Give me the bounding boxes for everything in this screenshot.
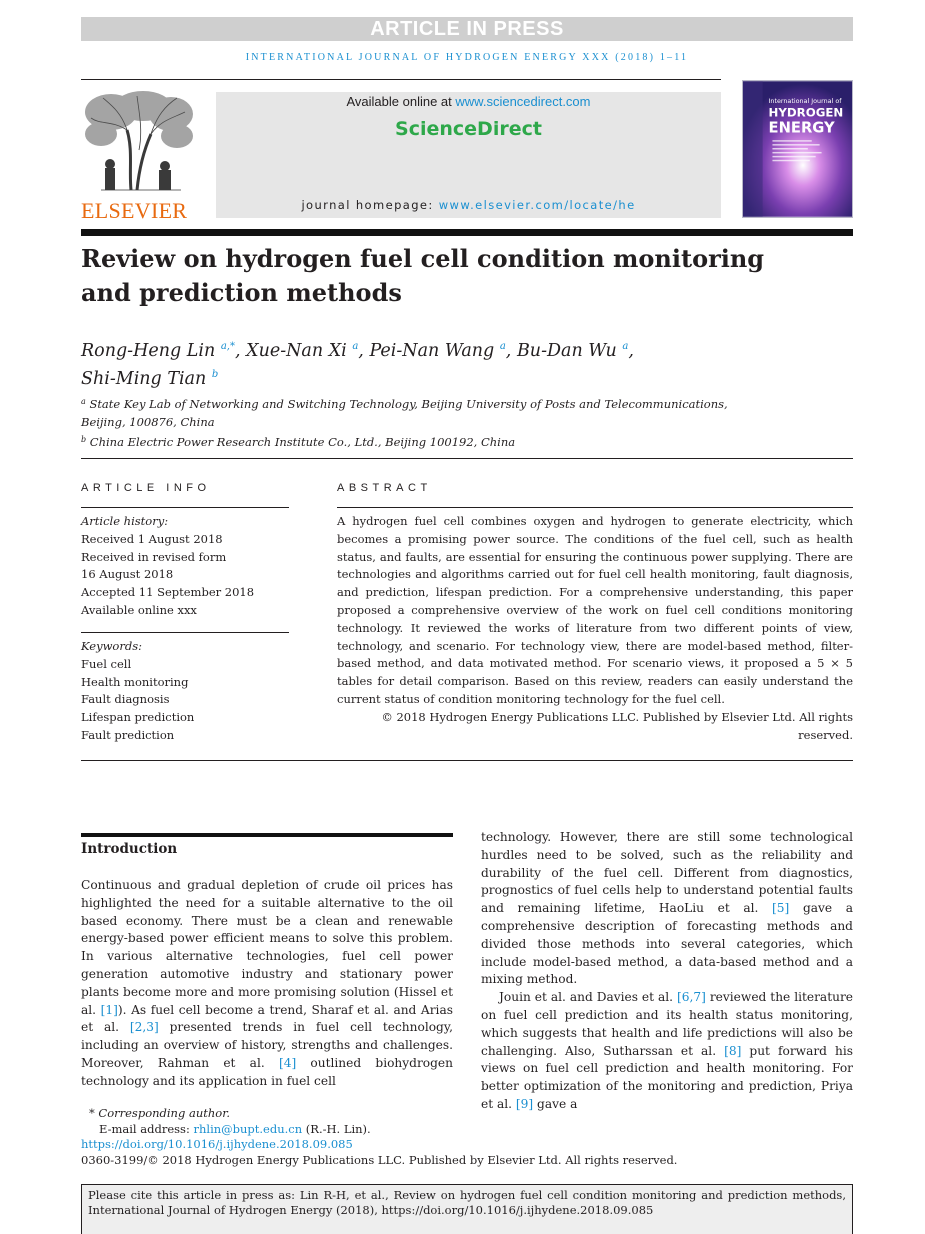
author-name: Pei-Nan Wang [369,341,495,361]
reference-link[interactable]: [8] [724,1043,742,1058]
email-link[interactable]: rhlin@bupt.edu.cn [193,1121,303,1136]
article-info-heading: ARTICLE INFO [81,482,211,494]
reference-link[interactable]: [5] [772,901,790,916]
author-affil-mark[interactable]: b [211,369,219,380]
reference-link[interactable]: [1] [100,1002,118,1017]
sciencedirect-url-link[interactable]: www.sciencedirect.com [455,94,591,109]
abstract-bottom-rule [81,760,853,761]
svg-text:International Journal of: International Journal of [768,96,842,105]
keyword: Fault diagnosis [81,692,170,707]
article-history [81,513,289,620]
issn-copyright-line: 0360-3199/© 2018 Hydrogen Energy Publications LLC. Published by Elsevier Ltd. All rights reserved. [81,1152,678,1167]
abstract-heading: ABSTRACT [337,482,432,494]
author-name: Bu-Dan Wu [516,341,617,361]
affiliation-rule [81,458,853,459]
intro-paragraph: Continuous and gradual depletion of crude oil prices has highlighted the need for a suitable alternative to the oil based economy. There must be a clean and renewable energy-based power efficient means to solve this problem. In various alternative technologies, fuel cell power generation automotive industry and stationary power plants become more and more promising solution (Hissel et al. [1]). As fuel cell become a trend, Sharaf et al. and Arias et al. [2,3] presented trends in fuel cell technology, including an overview of history, strengths and challenges. Moreover, Rahman et al. [4] outlined biohydrogen technology and its application in fuel cell [81,878,453,1088]
article-info-rule [81,507,289,508]
affiliation-b: $^b$ China Electric Power Research Institute Co., Ltd., Beijing 100192, China [81,435,516,449]
affiliation-a-cont: Beijing, 100876, China [81,415,215,429]
journal-cover-image[interactable] [742,80,853,218]
history-item: Available online xxx [81,602,197,617]
abstract-body [337,513,853,744]
author-name: Xue-Nan Xi [246,341,347,361]
keyword: Lifespan prediction [81,710,195,725]
abstract-copyright: © 2018 Hydrogen Energy Publications LLC. Published by Elsevier Ltd. All rights reserved. [381,709,853,742]
svg-text:ENERGY: ENERGY [768,119,835,137]
history-item: Received in revised form [81,549,227,564]
available-online-prefix: Available online at [346,94,456,109]
introduction-rule [81,833,453,837]
abstract-rule [337,507,853,508]
history-label: Article history: [81,514,169,528]
keyword: Fuel cell [81,656,132,671]
intro-paragraph: Jouin et al. and Davies et al. [6,7] reviewed the literature on fuel cell prediction and its health status monitoring, which suggests that health and life predictions will also be challenging. Also, Sutharssan et al. [8] put forward his views on fuel cell prediction and health monitoring. For better optimization of the monitoring and prediction, Priya et al. [9] gave a [481,990,853,1111]
introduction-heading: Introduction [81,841,178,857]
keywords-rule [81,632,289,633]
title-top-rule [81,229,853,236]
citation-box: Please cite this article in press as: Lin R-H, et al., Review on hydrogen fuel cell condition monitoring and prediction methods, International Journal of Hydrogen Energy (2018), https://doi.org/10.1016/j.ijhydene.2018.09.085 [81,1184,853,1234]
keyword: Health monitoring [81,674,189,689]
svg-text:HYDROGEN: HYDROGEN [768,105,844,120]
email-line: E-mail address: rhlin@bupt.edu.cn (R.-H. Lin). [99,1121,371,1136]
abstract-text: A hydrogen fuel cell combines oxygen and hydrogen to generate electricity, which becomes a promising power source. The conditions of the fuel cell, such as health status, and faults, are essential for ensuring the continuous power supplying. There are technologies and algorithms carried out for fuel cell health monitoring, fault diagnosis, and prediction, lifespan prediction. For a comprehensive understanding, this paper proposed a comprehensive overview of the work on fuel cell conditions monitoring technology. It reviewed the works of literature from two different points of view, technology, and scenario. For technology view, there are model-based method, filter-based method, and data motivated method. For scenario views, it proposed a 5 × 5 tables for detail comparison. Based on this review, readers can easily understand the current status of condition monitoring technology for the fuel cell. [337,514,853,706]
sciencedirect-wordmark: ScienceDirect [395,118,542,140]
intro-paragraph: technology. However, there are still some technological hurdles need to be solved, such as the reliability and durability of the fuel cell. Different from diagnostics, prognostics of fuel cells help to understand potential faults and remaining lifetime, HaoLiu et al. [5] gave a comprehensive description of forecasting methods and divided those methods into several categories, which include model-based method, a data-based method and a mixing method. [481,830,854,987]
affiliations [81,393,781,451]
keyword: Fault prediction [81,727,175,742]
article-title [81,242,781,310]
reference-link[interactable]: [9] [515,1096,534,1111]
intro-left-column [81,877,453,1091]
available-online-line [216,94,721,109]
keywords [81,638,289,745]
history-item: 16 August 2018 [81,567,174,582]
author-name: Rong-Heng Lin [81,341,216,361]
journal-homepage-link[interactable]: www.elsevier.com/locate/he [438,198,636,212]
affiliation-a: $^a$ State Key Lab of Networking and Switching Technology, Beijing University of Posts and Telecommunications, [81,397,728,411]
keywords-label: Keywords: [81,639,142,653]
reference-link[interactable]: [6,7] [677,990,706,1005]
doi-link[interactable]: https://doi.org/10.1016/j.ijhydene.2018.09.085 [81,1137,353,1152]
elsevier-wordmark: ELSEVIER [81,198,188,223]
sciencedirect-banner [216,92,721,218]
title-line-2: and prediction methods [81,278,402,307]
author-affil-mark[interactable]: a,* [220,341,235,352]
article-in-press-banner: ARTICLE IN PRESS [81,17,853,41]
author-name: Shi-Ming Tian [81,369,207,389]
history-item: Accepted 11 September 2018 [81,585,255,600]
reference-link[interactable]: [2,3] [129,1020,159,1035]
header-rule [81,79,721,80]
corresponding-author-note: * Corresponding author. [89,1106,231,1120]
footnotes [81,1106,853,1168]
title-line-1: Review on hydrogen fuel cell condition monitoring [81,244,765,273]
journal-homepage-line [216,198,721,212]
author-affil-mark[interactable]: a [622,341,629,352]
author-affil-mark[interactable]: a [499,341,506,352]
author-affil-mark[interactable]: a [352,341,359,352]
author-list: Rong-Heng Lin $^{a,*}$, Xue-Nan Xi $^a$, Pei-Nan Wang $^a$, Bu-Dan Wu $^a$, Shi-Ming Tian $^b$ [81,341,634,389]
journal-homepage-prefix: journal homepage: [301,198,439,212]
history-item: Received 1 August 2018 [81,531,223,546]
journal-running-head: INTERNATIONAL JOURNAL OF HYDROGEN ENERGY XXX (2018) 1–11 [245,52,689,63]
intro-right-column [481,829,853,1114]
reference-link[interactable]: [4] [278,1055,297,1070]
